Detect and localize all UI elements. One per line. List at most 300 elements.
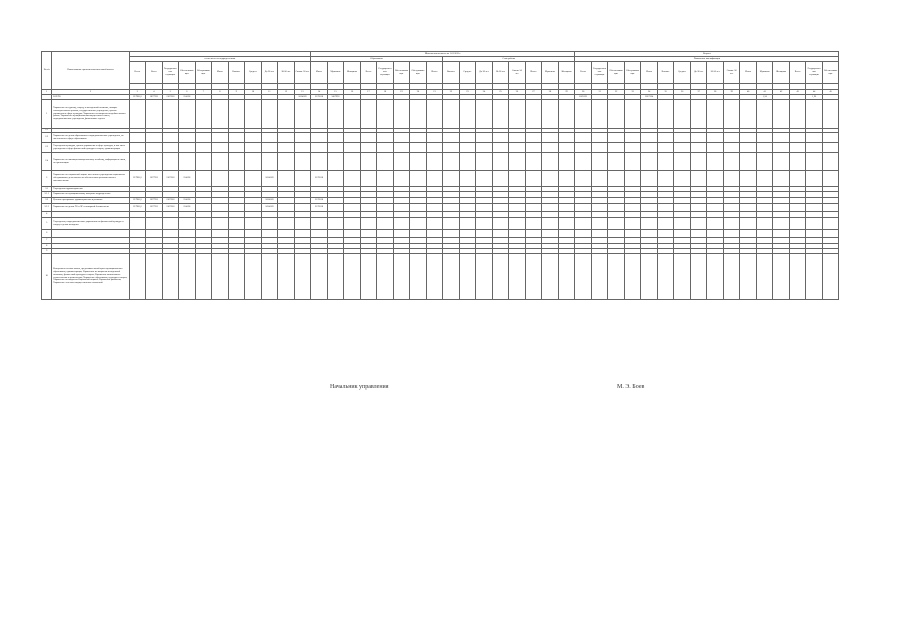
- row-value: [509, 143, 526, 153]
- row-value: [492, 204, 509, 212]
- row-value: [525, 204, 542, 212]
- row-value: [179, 133, 196, 143]
- row-value: [311, 153, 328, 171]
- row-value: [806, 230, 823, 238]
- row-value: [261, 100, 278, 129]
- row-value: [443, 171, 460, 187]
- column-number: 16: [344, 90, 361, 95]
- row-value: [195, 171, 212, 187]
- column-number: 2: [52, 90, 129, 95]
- row-value: [261, 153, 278, 171]
- row-value: [146, 230, 163, 238]
- row-value: [327, 171, 344, 187]
- header-sub: Итого: [311, 62, 328, 84]
- column-number: 41: [756, 90, 773, 95]
- row-value: 1877933: [146, 95, 163, 100]
- row-value: [641, 100, 658, 129]
- row-value: [674, 171, 691, 187]
- row-value: [558, 218, 575, 230]
- header-sub: До 30 лет: [690, 62, 707, 84]
- row-value: [146, 133, 163, 143]
- header-sub: Всего: [789, 62, 806, 84]
- row-number: 2.1: [42, 129, 52, 133]
- row-value: 1034109: [261, 198, 278, 204]
- header-name: Наименование органов исполнительной власти: [52, 52, 129, 90]
- row-value: [294, 218, 311, 230]
- row-value: [360, 143, 377, 153]
- header-sub: Свыше 50 лет: [723, 62, 740, 84]
- row-value: [591, 230, 608, 238]
- row-value: [608, 204, 625, 212]
- row-number: 1: [42, 100, 52, 129]
- row-value: [212, 204, 229, 212]
- row-value: [476, 230, 493, 238]
- row-value: [789, 218, 806, 230]
- row-value: [443, 133, 460, 143]
- row-number: 9: [42, 249, 52, 254]
- row-value: [657, 143, 674, 153]
- row-value: [740, 100, 757, 129]
- row-value: [443, 254, 460, 300]
- column-number: 7: [195, 90, 212, 95]
- row-value: [575, 143, 592, 153]
- row-value: 3457992: [327, 95, 344, 100]
- row-value: [509, 230, 526, 238]
- row-value: 217985,6: [129, 204, 146, 212]
- row-value: [641, 153, 658, 171]
- row-value: [228, 230, 245, 238]
- column-number: 24: [476, 90, 493, 95]
- row-value: [162, 230, 179, 238]
- row-value: [344, 218, 361, 230]
- column-number: 17: [360, 90, 377, 95]
- row-value: [657, 100, 674, 129]
- row-value: 254138: [179, 171, 196, 187]
- row-value: [492, 153, 509, 171]
- row-number: 6: [42, 230, 52, 238]
- row-value: [674, 218, 691, 230]
- row-value: [410, 133, 427, 143]
- row-value: [459, 133, 476, 143]
- row-value: [756, 143, 773, 153]
- row-value: [542, 133, 559, 143]
- header-sub: До 30 лет: [476, 62, 493, 84]
- row-value: [212, 254, 229, 300]
- row-value: [360, 218, 377, 230]
- row-value: [311, 133, 328, 143]
- row-value: [740, 143, 757, 153]
- column-number: 14: [311, 90, 328, 95]
- column-number: 9: [228, 90, 245, 95]
- row-value: [723, 204, 740, 212]
- row-value: [360, 204, 377, 212]
- row-value: [311, 254, 328, 300]
- row-value: [476, 153, 493, 171]
- row-value: [195, 204, 212, 212]
- row-value: [393, 171, 410, 187]
- header-sub: Свыше 50 лет: [509, 62, 526, 84]
- row-value: [393, 100, 410, 129]
- row-value: [608, 230, 625, 238]
- row-value: [278, 230, 295, 238]
- row-value: [327, 153, 344, 171]
- row-value: [162, 143, 179, 153]
- row-value: [822, 153, 839, 171]
- row-value: [344, 143, 361, 153]
- row-value: [822, 171, 839, 187]
- row-value: [822, 133, 839, 143]
- header-sub: Обслуживающие: [624, 62, 641, 84]
- column-number: 44: [806, 90, 823, 95]
- column-number: 23: [459, 90, 476, 95]
- header-sub: Высшее: [657, 62, 674, 84]
- row-value: [245, 230, 262, 238]
- row-value: [129, 254, 146, 300]
- row-value: [608, 143, 625, 153]
- row-value: [806, 204, 823, 212]
- row-value: [377, 218, 394, 230]
- row-value: [542, 143, 559, 153]
- column-number: 45: [822, 90, 839, 95]
- row-value: 254138: [179, 204, 196, 212]
- header-sub: Обслуживающие: [195, 62, 212, 84]
- row-value: [558, 254, 575, 300]
- row-value: [327, 100, 344, 129]
- row-value: [575, 100, 592, 129]
- row-value: [690, 100, 707, 129]
- row-name: Учреждения здравоохранения: [52, 187, 129, 192]
- row-number: 5: [42, 218, 52, 230]
- row-value: [789, 153, 806, 171]
- row-value: [162, 218, 179, 230]
- row-value: [492, 218, 509, 230]
- row-number: 10: [42, 254, 52, 300]
- row-value: [195, 218, 212, 230]
- row-value: [360, 100, 377, 129]
- row-name: Контрольно-счетная палата, представительный орган муниципального образования, администрация; Управление по вопросам молодежной политики, физической культуры и спорта; Управление капитального строительства и архитектуры; Управление образования, культуры и спорта; Управление по вопросам социальной защиты; Управление финансов; Управление земельно-имущественных отношений: [52, 254, 129, 300]
- row-value: [558, 230, 575, 238]
- table-row: [42, 133, 839, 143]
- row-value: [624, 254, 641, 300]
- row-value: [426, 100, 443, 129]
- column-number: 12: [278, 90, 295, 95]
- row-value: [740, 171, 757, 187]
- row-value: [426, 230, 443, 238]
- row-value: [789, 133, 806, 143]
- row-value: [459, 100, 476, 129]
- row-value: [311, 218, 328, 230]
- row-value: [294, 133, 311, 143]
- row-value: [542, 204, 559, 212]
- row-value: [723, 230, 740, 238]
- row-value: [674, 133, 691, 143]
- row-value: [212, 153, 229, 171]
- header-sub: Обеспечивающие: [393, 62, 410, 84]
- row-value: [129, 230, 146, 238]
- column-number: 6: [179, 90, 196, 95]
- row-value: [806, 218, 823, 230]
- header-sub: Обеспечивающие: [179, 62, 196, 84]
- header-sub: Итого: [212, 62, 229, 84]
- row-value: [674, 153, 691, 171]
- row-value: [657, 218, 674, 230]
- row-value: [740, 230, 757, 238]
- row-value: [476, 204, 493, 212]
- row-name: [52, 230, 129, 238]
- row-value: [707, 143, 724, 153]
- row-value: [195, 230, 212, 238]
- signature-title: Начальник управления: [330, 384, 389, 390]
- column-number: 10: [245, 90, 262, 95]
- row-value: [459, 218, 476, 230]
- row-value: [261, 254, 278, 300]
- row-value: [690, 133, 707, 143]
- row-value: [789, 254, 806, 300]
- row-value: [558, 204, 575, 212]
- row-value: [212, 100, 229, 129]
- row-value: [822, 143, 839, 153]
- row-value: [624, 218, 641, 230]
- row-value: [476, 171, 493, 187]
- header-sub: 30-50 лет: [492, 62, 509, 84]
- header-sub: Государственные служащие: [377, 62, 394, 84]
- column-number: 34: [641, 90, 658, 95]
- signature-name: М. Э. Боев: [617, 384, 645, 390]
- row-value: [756, 133, 773, 143]
- header-sub: Итого: [426, 62, 443, 84]
- row-value: [393, 254, 410, 300]
- header-sub: Женщины: [558, 62, 575, 84]
- row-value: [509, 100, 526, 129]
- table-row: [42, 143, 839, 153]
- row-value: [492, 171, 509, 187]
- row-value: [773, 230, 790, 238]
- row-value: [410, 218, 427, 230]
- row-value: [410, 204, 427, 212]
- row-value: [294, 143, 311, 153]
- row-value: 1,24: [756, 95, 773, 100]
- row-value: [443, 230, 460, 238]
- row-value: [162, 153, 179, 171]
- row-value: [773, 143, 790, 153]
- row-value: [377, 133, 394, 143]
- row-value: [591, 204, 608, 212]
- row-value: [723, 254, 740, 300]
- header-sub: Государственные служащие: [162, 62, 179, 84]
- row-value: [360, 153, 377, 171]
- row-value: [690, 171, 707, 187]
- row-value: [443, 100, 460, 129]
- row-value: [624, 230, 641, 238]
- row-value: [773, 133, 790, 143]
- row-value: [707, 204, 724, 212]
- row-value: [591, 153, 608, 171]
- row-value: [393, 204, 410, 212]
- header-sub: Всего: [360, 62, 377, 84]
- header-sub: Обеспечивающие: [608, 62, 625, 84]
- row-value: [773, 254, 790, 300]
- row-value: 1025321: [575, 95, 592, 100]
- row-value: [657, 153, 674, 171]
- row-value: [311, 100, 328, 129]
- row-value: [476, 143, 493, 153]
- table-row: [42, 218, 839, 230]
- row-name: Управление по социальной защите населения и учреждения социального обслуживания; деятельность по обеспечению органами опеки и попечительства: [52, 171, 129, 187]
- row-value: [245, 254, 262, 300]
- row-value: [443, 153, 460, 171]
- row-value: [377, 100, 394, 129]
- row-value: [344, 204, 361, 212]
- row-name: Управление по делам образования и подведомственные учреждения, по численности в сфере образования: [52, 133, 129, 143]
- header-sub: Мужчины: [542, 62, 559, 84]
- row-value: [773, 218, 790, 230]
- row-value: [146, 153, 163, 171]
- row-value: [179, 254, 196, 300]
- row-value: [294, 254, 311, 300]
- row-value: [674, 230, 691, 238]
- row-value: [525, 143, 542, 153]
- row-value: [294, 204, 311, 212]
- row-value: [624, 204, 641, 212]
- row-value: [195, 254, 212, 300]
- row-number: 8: [42, 244, 52, 249]
- row-value: [459, 143, 476, 153]
- row-value: [608, 171, 625, 187]
- row-value: [393, 143, 410, 153]
- header-group4: Повышение квалификации: [575, 57, 839, 62]
- row-value: [311, 143, 328, 153]
- row-value: [278, 171, 295, 187]
- header-sub: Всего: [146, 62, 163, 84]
- row-value: [393, 133, 410, 143]
- row-value: [822, 218, 839, 230]
- row-value: [674, 143, 691, 153]
- row-value: [327, 204, 344, 212]
- row-value: [591, 218, 608, 230]
- row-value: [591, 254, 608, 300]
- row-value: [789, 100, 806, 129]
- row-value: [294, 153, 311, 171]
- row-value: [591, 100, 608, 129]
- row-value: [426, 204, 443, 212]
- row-value: [294, 230, 311, 238]
- row-value: [624, 100, 641, 129]
- row-value: [212, 143, 229, 153]
- row-value: [525, 171, 542, 187]
- row-value: [789, 204, 806, 212]
- row-value: [690, 254, 707, 300]
- column-number: 13: [294, 90, 311, 95]
- row-value: [146, 218, 163, 230]
- header-sub: Женщины: [344, 62, 361, 84]
- row-value: [245, 171, 262, 187]
- row-value: [459, 153, 476, 171]
- row-value: [525, 133, 542, 143]
- row-name: Управление по муниципальному контролю подразделения: [52, 192, 129, 198]
- row-value: [245, 153, 262, 171]
- row-value: [641, 143, 658, 153]
- header-sub: Среднее: [245, 62, 262, 84]
- header-sub: Высшее: [228, 62, 245, 84]
- row-value: [410, 230, 427, 238]
- row-value: 1034109: [294, 95, 311, 100]
- column-number: 38: [707, 90, 724, 95]
- row-value: [608, 100, 625, 129]
- row-value: [492, 100, 509, 129]
- row-value: [756, 153, 773, 171]
- row-value: [162, 133, 179, 143]
- row-value: [740, 254, 757, 300]
- column-number: 40: [740, 90, 757, 95]
- row-value: 217985,6: [129, 95, 146, 100]
- header-sub: Среднее: [674, 62, 691, 84]
- row-value: [278, 204, 295, 212]
- row-value: [327, 230, 344, 238]
- row-value: [410, 171, 427, 187]
- row-value: [212, 230, 229, 238]
- row-name: Учреждения культуры, органы управления в сфере культуры, в том числе учреждения в сфере физической культуры и спорта, администрации: [52, 143, 129, 153]
- header-sub: Мужчины: [756, 62, 773, 84]
- row-value: [146, 143, 163, 153]
- row-value: [228, 153, 245, 171]
- row-value: [740, 204, 757, 212]
- row-value: [542, 153, 559, 171]
- row-value: [773, 100, 790, 129]
- row-value: [591, 133, 608, 143]
- header-sub: Итого: [641, 62, 658, 84]
- row-value: [278, 254, 295, 300]
- row-value: [228, 218, 245, 230]
- row-value: [459, 254, 476, 300]
- column-number: 19: [393, 90, 410, 95]
- row-number: 3.1: [42, 187, 52, 192]
- row-value: [624, 143, 641, 153]
- row-value: [146, 100, 163, 129]
- row-value: 1367203: [162, 171, 179, 187]
- row-value: [641, 204, 658, 212]
- row-value: [806, 171, 823, 187]
- header-group3: Возраст: [575, 52, 839, 57]
- row-value: [756, 254, 773, 300]
- row-value: [426, 218, 443, 230]
- header-sub: Женщины: [773, 62, 790, 84]
- row-value: 217985,6: [129, 198, 146, 204]
- row-value: [393, 218, 410, 230]
- row-value: [278, 133, 295, 143]
- row-value: [707, 230, 724, 238]
- table-row: [42, 254, 839, 300]
- column-number: 4: [146, 90, 163, 95]
- row-value: [360, 133, 377, 143]
- row-value: [690, 143, 707, 153]
- row-value: [278, 100, 295, 129]
- column-number: 31: [591, 90, 608, 95]
- row-value: [641, 171, 658, 187]
- header-sub: Итого: [740, 62, 757, 84]
- header-sub: До 30 лет: [261, 62, 278, 84]
- row-value: [344, 254, 361, 300]
- row-value: [756, 230, 773, 238]
- table-row: [42, 100, 839, 129]
- row-name: Управление по туризму, спорту, и молодежной политике, аппарат законодательных органов, государственные учреждения, органы управления в сфере культуры; Управление по вопросам потребительского рынка; Управление муниципальным имуществом и связи, подведомственные учреждения, финансовые отделы: [52, 100, 129, 129]
- row-value: [492, 143, 509, 153]
- row-value: [723, 133, 740, 143]
- row-value: [657, 133, 674, 143]
- row-value: [327, 133, 344, 143]
- row-value: [624, 133, 641, 143]
- row-value: 1034109: [261, 204, 278, 212]
- row-value: [756, 171, 773, 187]
